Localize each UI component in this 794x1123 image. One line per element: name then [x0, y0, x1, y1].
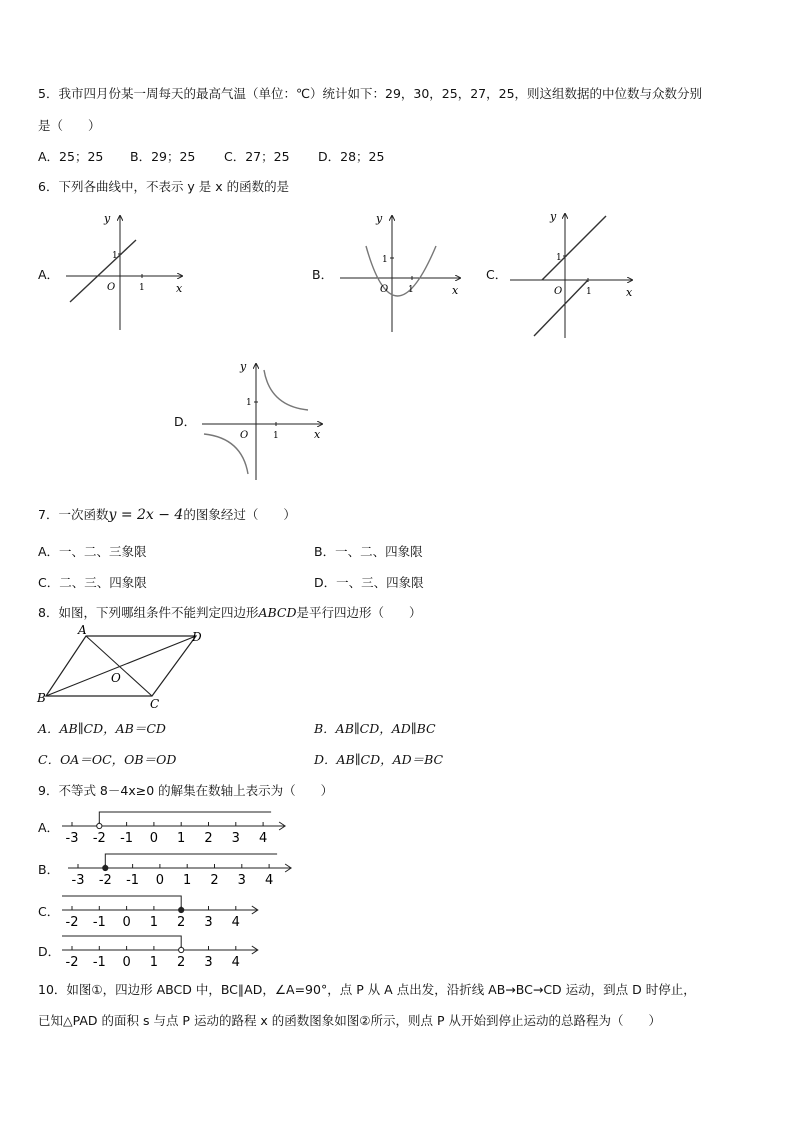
q6-graph-a: [62, 208, 192, 338]
vertex-d: D: [192, 630, 202, 644]
q9-number-line-d: [60, 930, 260, 972]
tick-label: 1: [149, 955, 159, 970]
solution-ray: [62, 896, 181, 910]
y-label: y: [376, 212, 383, 225]
unit-label-x: 1: [408, 285, 414, 295]
tick-label: 0: [149, 831, 159, 846]
tick-label: 2: [204, 831, 213, 846]
q9-label-d: D．: [38, 944, 61, 959]
q9-stem: 9．不等式 8－4x≥0 的解集在数轴上表示为（ ）: [38, 783, 334, 798]
q7-option-a: A．一、二、三象限: [38, 544, 147, 559]
q9-label-b: B．: [38, 862, 60, 877]
unit-label-x: 1: [586, 287, 592, 297]
q10-line1: 10．如图①，四边形 ABCD 中，BC∥AD，∠A=90°，点 P 从 A 点出发，沿折线 AB→BC→CD 运动，到点 D 时停止，: [38, 982, 696, 997]
tick-label: 0: [122, 955, 131, 970]
q8-shape: ABCD: [258, 605, 297, 620]
unit-label-y: 1: [246, 398, 252, 408]
tick-label: 2: [177, 955, 186, 970]
origin-label: O: [240, 430, 249, 441]
closed-point: [103, 865, 108, 870]
q8-parallelogram-figure: [34, 624, 214, 710]
q9-number-line-c: [60, 890, 260, 932]
tick-label: -1: [120, 831, 134, 846]
closed-point: [179, 907, 184, 912]
tick-label: 2: [210, 873, 219, 888]
origin-label: O: [380, 284, 389, 295]
tick-label: 3: [231, 831, 240, 846]
x-label: x: [314, 428, 321, 441]
q7-option-c: C．二、三、四象限: [38, 575, 147, 590]
unit-label-x: 1: [273, 431, 279, 441]
q6-label-c: C．: [486, 267, 508, 282]
tick-label: 0: [122, 915, 131, 930]
q5-line1: 5．我市四月份某一周每天的最高气温（单位：℃）统计如下：29，30，25，27，25，则这组数据的中位数与众数分别: [38, 86, 703, 101]
q9-label-a: A．: [38, 820, 60, 835]
tick-label: -2: [65, 955, 79, 970]
tick-label: -3: [71, 873, 85, 888]
solution-ray: [105, 854, 277, 868]
q6-stem: 6．下列各曲线中，不表示 y 是 x 的函数的是: [38, 179, 290, 194]
q6-label-a: A．: [38, 267, 60, 282]
tick-label: 4: [258, 831, 268, 846]
q7-option-d: D．一、三、四象限: [314, 575, 424, 590]
q5-option-c: C．27；25: [224, 149, 290, 164]
q9-number-line-b: [66, 848, 296, 890]
tick-label: -1: [92, 955, 106, 970]
open-point: [179, 947, 184, 952]
diagonal-ac: [86, 636, 152, 696]
q8-option-c: C．OA＝OC，OB＝OD: [38, 752, 177, 767]
q9-number-line-a: [60, 806, 290, 848]
tick-label: 3: [204, 915, 213, 930]
vertex-a: A: [78, 623, 87, 637]
y-label: y: [240, 360, 247, 373]
unit-label-y: 1: [112, 251, 118, 261]
x-label: x: [626, 286, 633, 299]
q6-graph-b: [336, 208, 466, 338]
solution-ray: [62, 936, 181, 950]
q9-label-c: C．: [38, 904, 60, 919]
function-curve: [70, 240, 136, 302]
tick-label: 2: [177, 915, 186, 930]
q7-stem: [38, 505, 296, 523]
vertex-b: B: [37, 691, 46, 705]
tick-label: -2: [98, 873, 112, 888]
function-curve-upper: [542, 216, 606, 280]
tick-label: -1: [126, 873, 140, 888]
tick-label: -2: [65, 915, 79, 930]
q8-option-b: B．AB∥CD，AD∥BC: [314, 721, 436, 736]
q6-label-d: D．: [174, 414, 197, 429]
q5-option-b: B．29；25: [130, 149, 196, 164]
origin-label: O: [554, 286, 563, 297]
q10-line2: 已知△PAD 的面积 s 与点 P 运动的路程 x 的函数图象如图②所示，则点 P 从开始到停止运动的总路程为（ ）: [38, 1013, 661, 1028]
tick-label: -3: [65, 831, 79, 846]
tick-label: 0: [155, 873, 165, 888]
y-label: y: [550, 210, 557, 223]
q7-prefix: 7．一次函数: [38, 507, 109, 522]
x-label: x: [452, 284, 459, 297]
function-curve: [366, 246, 436, 296]
q8-stem: [38, 603, 422, 621]
q8-prefix: 8．如图，下列哪组条件不能判定四边形: [38, 605, 259, 620]
tick-label: -1: [92, 915, 106, 930]
open-point: [97, 823, 102, 828]
x-label: x: [176, 282, 183, 295]
tick-label: 4: [264, 873, 274, 888]
q5-option-a: A．25；25: [38, 149, 104, 164]
q6-graph-d: [198, 358, 330, 482]
unit-label-y: 1: [382, 255, 388, 265]
q8-suffix: 是平行四边形（ ）: [296, 605, 422, 620]
unit-label-y: 1: [556, 253, 562, 263]
tick-label: -2: [92, 831, 106, 846]
q7-option-b: B．一、二、四象限: [314, 544, 423, 559]
tick-label: 1: [149, 915, 159, 930]
tick-label: 1: [183, 873, 192, 888]
q6-label-b: B．: [312, 267, 334, 282]
tick-label: 4: [231, 955, 240, 970]
q5-line2: 是（ ）: [38, 118, 101, 133]
q7-suffix: 的图象经过（ ）: [183, 507, 296, 522]
q8-option-d: D．AB∥CD，AD＝BC: [314, 752, 444, 767]
y-label: y: [104, 212, 111, 225]
q8-option-a: A．AB∥CD，AB＝CD: [38, 721, 166, 736]
vertex-c: C: [150, 697, 160, 711]
q6-graph-c: [508, 208, 638, 340]
q5-option-d: D．28；25: [318, 149, 385, 164]
function-curve-right: [264, 370, 308, 410]
unit-label-x: 1: [139, 283, 145, 293]
origin-label: O: [107, 282, 116, 293]
tick-label: 1: [177, 831, 186, 846]
tick-label: 4: [231, 915, 240, 930]
vertex-o: O: [111, 671, 121, 685]
tick-label: 3: [237, 873, 246, 888]
solution-ray: [99, 812, 271, 826]
tick-label: 3: [204, 955, 213, 970]
q7-formula: y = 2x − 4: [108, 507, 184, 523]
